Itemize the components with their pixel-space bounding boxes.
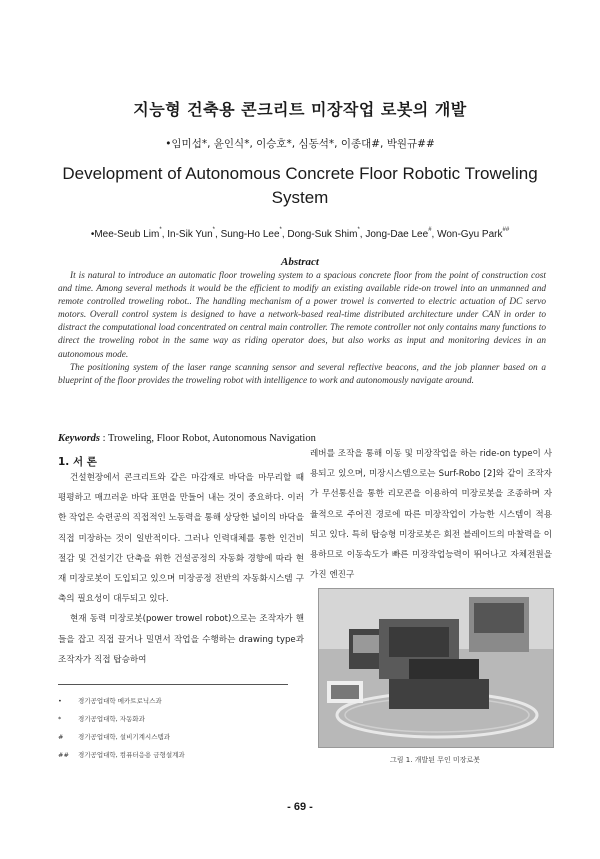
keywords-line: [58, 433, 558, 444]
abstract-body: [58, 270, 546, 388]
abstract-paragraph-1: It is natural to introduce an automatic floor troweling system to a spacious concrete floor from the point of construction cost and time. Among several methods it would be the efficient to modify an existing available ride-on trowel into an unmanned and remote controlled troweling robot.. The handling mechanism of a power trowel is converted to electric actuation of DC servo motors. Overall control system is designed to have a network-based real-time distributed architecture under CAN in order to distract the computational load concentrated on central main controller. The remote controller not only contains many functions to direct the troweling robot in the same way as riding operator does, but also works as input and monitoring devices in an autonomous mode.: [58, 271, 546, 360]
author-name: •Mee-Seub Lim: [90, 229, 160, 240]
author-affiliation-mark: *: [212, 227, 216, 233]
author-affiliation-mark: ##: [502, 227, 510, 233]
authors-english: •Mee-Seub Lim*, In-Sik Yun*, Sung-Ho Lee*, Dong-Suk Shim*, Jong-Dae Lee#, Won-Gyu Park##: [90, 227, 510, 240]
keywords-text: : Troweling, Floor Robot, Autonomous Navigation: [100, 433, 316, 444]
footnote-4: ## 경기공업대학, 컴퓨터응용 금형설계과: [58, 751, 185, 759]
author-name: Jong-Dae Lee: [365, 229, 429, 240]
page-number: - 69 -: [287, 801, 313, 813]
footnote-2: * 경기공업대학, 자동화과: [58, 715, 145, 723]
paper-title-korean: 지능형 건축용 콘크리트 미장작업 로봇의 개발: [133, 100, 467, 119]
author-affiliation-mark: *: [279, 227, 282, 233]
intro-paragraph-2: 현재 동력 미장로봇(power trowel robot)으로는 조작자가 핸들을 잡고 직접 끌거나 밀면서 작업을 수행하는 drawing type과 조작자가 직접 탑승하여: [58, 614, 304, 665]
intro-paragraph-1: 건설현장에서 콘크리트와 같은 마감재로 바닥을 마무리할 때 평평하고 매끄러운 바닥 표면을 만들어 내는 것이 중요하다. 이러한 작업은 숙련공의 직접적인 노동력을 통해 상당한 넓이의 바닥을 직접 미장하는 것이 일반적이다. 그러나 인력대체를 통한 인건비 절감 및 건설기간 단축을 위한 건설공정의 자동화 경향에 따라 현재 미장로봇이 도입되고 있으며 미장공정 전반의 자동화시스템 구축의 필요성이 대두되고 있다.: [58, 473, 304, 605]
footnote-3: # 경기공업대학, 설비기계시스템과: [58, 733, 171, 741]
keywords-label: Keywords: [58, 433, 100, 444]
abstract-paragraph-2: The positioning system of the laser range scanning sensor and several reflective beacons, and the job planner based on a blueprint of the floor provides the troweling robot with intelligence to work and autonomously navigate around.: [58, 362, 546, 386]
author-affiliation-mark: #: [428, 227, 432, 233]
robot-photo-illustration: [319, 589, 553, 747]
figure-caption: 그림 1. 개발된 무인 미장로봇: [390, 756, 480, 764]
paper-title-english: Development of Autonomous Concrete Floor Robotic Troweling System: [62, 164, 538, 207]
section-heading-introduction: 1. 서 론: [58, 456, 97, 468]
author-name: Won-Gyu Park: [437, 229, 503, 240]
authors-korean: •임미섭*, 윤인식*, 이승호*, 심동석*, 이종대#, 박원규##: [165, 138, 435, 150]
abstract-heading: Abstract: [281, 256, 319, 268]
intro-paragraph-continued: 레버를 조작을 통해 이동 및 미장작업을 하는 ride-on type이 사용되고 있으며, 미장시스템으로는 Surf-Robo [2]와 같이 조작자가 무선통신을 통한 리모콘을 이용하여 미장로봇을 조종하며 자율적으로 주어진 경로에 따른 미장작업이 가능한 시스템이 적용되고 있다. 특히 탑승형 미장로봇은 회전 블레이드의 마찰력을 이용하므로 이동속도가 빠른 미장작업능력이 뛰어나고 자체전원을 가진 엔진구: [310, 449, 552, 581]
left-column-text: [58, 468, 304, 670]
footnote-1: • 경기공업대학 메카트로닉스과: [58, 697, 162, 705]
robot-photo-figure: [318, 588, 554, 748]
author-name: In-Sik Yun: [167, 229, 213, 240]
author-name: Sung-Ho Lee: [220, 229, 280, 240]
author-name: Dong-Suk Shim: [287, 229, 358, 240]
author-affiliation-mark: *: [159, 227, 162, 233]
author-affiliation-mark: *: [357, 227, 360, 233]
right-column-text: [310, 444, 552, 585]
footnote-divider: [58, 684, 288, 685]
